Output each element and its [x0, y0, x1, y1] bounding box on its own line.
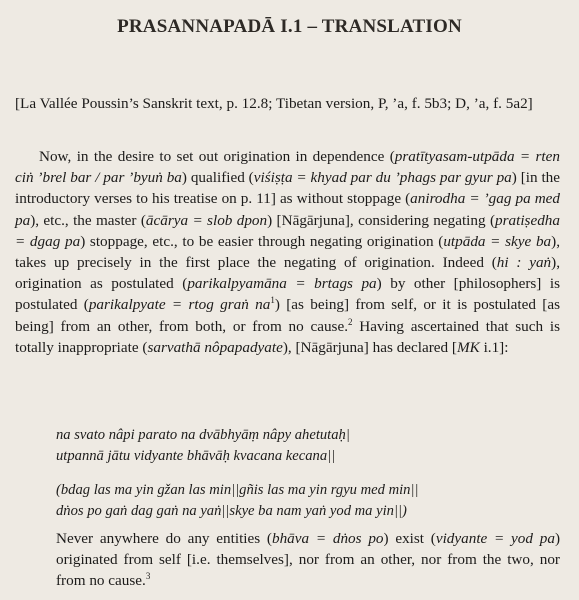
- paragraph-text: ), [Nāgārjuna] has declared [: [282, 338, 457, 356]
- paragraph-text: ) stoppage, etc., to be easier through negating origination (: [80, 232, 444, 250]
- verse-line: dṅos po gaṅ dag gaṅ na yaṅ||skye ba nam yaṅ yod ma yin||): [56, 503, 407, 519]
- source-reference: [La Vallée Poussin’s Sanskrit text, p. 12.8; Tibetan version, P, ’a, f. 5b3; D, ’a, f. 5a2]: [15, 95, 533, 112]
- main-paragraph: [15, 146, 560, 358]
- paragraph-text: ) qualified (: [181, 169, 254, 187]
- term-gloss: parikalpyate = rtog graṅ na: [88, 296, 271, 314]
- work-abbreviation: MK: [456, 338, 480, 356]
- paragraph-text: Having ascertained that such is totally inappropriate (: [15, 317, 560, 356]
- verse-line: (bdag las ma yin gžan las min||gñis las ma yin rgyu med min||: [56, 482, 419, 498]
- term-gloss: utpāda = skye ba: [443, 232, 552, 250]
- term-gloss: pratītyasam-utpāda = rten ciṅ ’brel bar / par ’byuṅ ba: [15, 148, 560, 187]
- paragraph-text: ) [Nāgārjuna], considering negating (: [267, 211, 496, 229]
- translation-text: Never anywhere do any entities (: [56, 530, 272, 547]
- footnote-marker[interactable]: 2: [348, 316, 353, 327]
- term-gloss: hi : yaṅ: [496, 254, 552, 272]
- term-gloss: anirodha = ’gag pa med pa: [15, 190, 560, 229]
- paragraph-text: ), takes up precisely in the first place the negating of origination. Indeed (: [15, 232, 560, 272]
- paragraph-text: ), etc., the master (: [30, 211, 146, 229]
- sanskrit-verse: [56, 425, 566, 467]
- translation-text: ) exist (: [383, 530, 436, 547]
- paragraph-text: ) [in the introductory verses to his treatise on p. 11] as without stoppage (: [15, 169, 560, 208]
- term-gloss: ācārya = slob dpon: [145, 211, 268, 229]
- footnote-marker[interactable]: 1: [270, 295, 275, 306]
- paragraph-text: ), origination as postulated (: [15, 254, 560, 293]
- tibetan-verse: [56, 480, 566, 522]
- paragraph-text: ) [as being] from self, or it is postulated [as being] from an other, from both, or from no cause.: [15, 296, 561, 335]
- page-title: PRASANNAPADĀ I.1 – TRANSLATION: [117, 16, 462, 37]
- term-gloss: bhāva = dṅos po: [271, 530, 384, 547]
- term-gloss: sarvathā nôpapadyate: [147, 338, 283, 356]
- term-gloss: parikalpyamāna = brtags pa: [187, 275, 377, 293]
- term-gloss: viśiṣṭa = khyad par du ’phags par gyur pa: [253, 169, 512, 187]
- paragraph-text: ) by other [philosophers] is postulated (: [15, 275, 561, 314]
- verse-line: utpannā jātu vidyante bhāvāḥ kvacana kecana||: [56, 448, 336, 464]
- translation-text: ) originated from self [i.e. themselves], nor from an other, nor from the two, nor from no cause.: [56, 530, 560, 589]
- term-gloss: vidyante = yod pa: [435, 530, 555, 547]
- term-gloss: pratiṣedha = dgag pa: [15, 211, 560, 250]
- paragraph-text: i.1]:: [479, 338, 509, 356]
- verse-line: na svato nâpi parato na dvābhyāṃ nâpy ahetutaḥ|: [56, 427, 350, 443]
- footnote-marker[interactable]: 3: [145, 570, 151, 581]
- paragraph-text: Now, in the desire to set out origination in dependence (: [39, 148, 395, 165]
- verse-translation: [56, 528, 560, 591]
